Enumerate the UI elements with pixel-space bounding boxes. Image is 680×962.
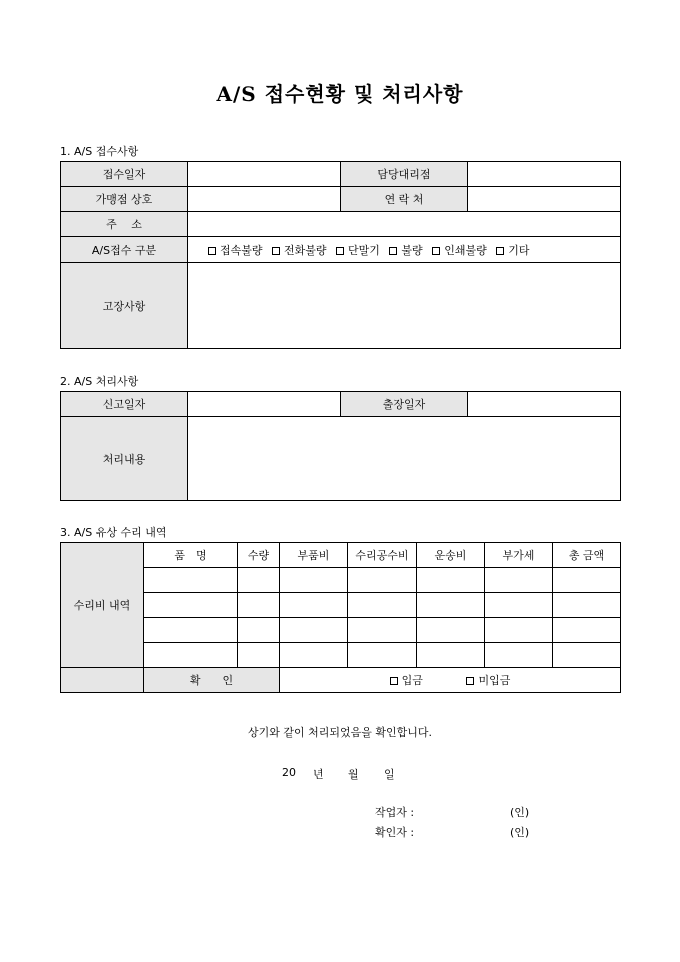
store-name-field[interactable] — [188, 187, 341, 212]
cell[interactable] — [238, 568, 280, 593]
checkbox-icon[interactable] — [432, 247, 440, 255]
section3-table — [60, 542, 621, 693]
visit-date-label: 출장일자 — [341, 392, 468, 417]
col-total: 총 금액 — [553, 543, 621, 568]
confirmer-label: 확인자 : — [375, 826, 415, 839]
col-quantity: 수량 — [238, 543, 280, 568]
cell[interactable] — [553, 593, 621, 618]
table-row — [61, 618, 621, 643]
address-field[interactable] — [188, 212, 621, 237]
worker-seal: (인) — [510, 806, 530, 819]
section3-heading: 3. A/S 유상 수리 내역 — [60, 526, 167, 539]
checkbox-icon[interactable] — [272, 247, 280, 255]
report-date-field[interactable] — [188, 392, 341, 417]
checkbox-icon[interactable] — [208, 247, 216, 255]
cell[interactable] — [553, 618, 621, 643]
report-date-label: 신고일자 — [61, 392, 188, 417]
confirm-label: 확 인 — [144, 668, 280, 693]
cell[interactable] — [485, 643, 553, 668]
table-row — [61, 643, 621, 668]
receipt-date-label: 접수일자 — [61, 162, 188, 187]
category-options — [188, 237, 621, 263]
cell[interactable] — [417, 643, 485, 668]
option-print[interactable]: 인쇄불량 — [432, 244, 487, 257]
section1-heading: 1. A/S 접수사항 — [60, 145, 139, 158]
option-phone[interactable]: 전화불량 — [272, 244, 327, 257]
date-year-prefix: 20 — [282, 766, 296, 779]
contact-label: 연 락 처 — [341, 187, 468, 212]
cell[interactable] — [553, 643, 621, 668]
col-shipping: 운송비 — [417, 543, 485, 568]
cell[interactable] — [348, 643, 417, 668]
cell[interactable] — [348, 618, 417, 643]
cell[interactable] — [238, 643, 280, 668]
fault-field[interactable] — [188, 263, 621, 349]
contact-field[interactable] — [468, 187, 621, 212]
payment-options — [280, 668, 621, 693]
cell[interactable] — [280, 643, 348, 668]
cell[interactable] — [417, 618, 485, 643]
table-row — [61, 568, 621, 593]
cell[interactable] — [485, 593, 553, 618]
col-vat: 부가세 — [485, 543, 553, 568]
document-title: A/S 접수현황 및 처리사항 — [216, 82, 464, 106]
date-year-label: 년 — [313, 768, 324, 781]
option-paid[interactable]: 입금 — [390, 674, 423, 687]
store-name-label: 가맹점 상호 — [61, 187, 188, 212]
option-unpaid[interactable]: 미입금 — [466, 674, 510, 687]
option-connection[interactable]: 접속불량 — [208, 244, 263, 257]
cell[interactable] — [238, 618, 280, 643]
content-label: 처리내용 — [61, 417, 188, 501]
col-parts-cost: 부품비 — [280, 543, 348, 568]
section2-heading: 2. A/S 처리사항 — [60, 375, 139, 388]
category-label: A/S접수 구분 — [61, 237, 188, 263]
cell[interactable] — [280, 618, 348, 643]
section1-table — [60, 161, 621, 349]
agency-field[interactable] — [468, 162, 621, 187]
cell[interactable] — [280, 593, 348, 618]
date-day-label: 일 — [384, 768, 395, 781]
cell[interactable] — [238, 593, 280, 618]
cell[interactable] — [417, 593, 485, 618]
cell[interactable] — [417, 568, 485, 593]
section2-table — [60, 391, 621, 501]
table-row — [61, 593, 621, 618]
agency-label: 담당대리점 — [341, 162, 468, 187]
cell[interactable] — [280, 568, 348, 593]
col-item-name: 품 명 — [144, 543, 238, 568]
cell[interactable] — [144, 593, 238, 618]
option-other[interactable]: 기타 — [496, 244, 529, 257]
checkbox-icon[interactable] — [336, 247, 344, 255]
option-defect[interactable]: 불량 — [389, 244, 422, 257]
cell[interactable] — [348, 568, 417, 593]
confirmation-statement: 상기와 같이 처리되었음을 확인합니다. — [247, 726, 432, 739]
option-terminal[interactable]: 단말기 — [336, 244, 380, 257]
cell[interactable] — [485, 618, 553, 643]
col-labor-cost: 수리공수비 — [348, 543, 417, 568]
cell[interactable] — [144, 618, 238, 643]
checkbox-icon[interactable] — [390, 677, 398, 685]
cell[interactable] — [144, 643, 238, 668]
visit-date-field[interactable] — [468, 392, 621, 417]
checkbox-icon[interactable] — [389, 247, 397, 255]
blank-cell — [61, 668, 144, 693]
repair-cost-label: 수리비 내역 — [61, 543, 144, 668]
receipt-date-field[interactable] — [188, 162, 341, 187]
cell[interactable] — [348, 593, 417, 618]
fault-label: 고장사항 — [61, 263, 188, 349]
cell[interactable] — [553, 568, 621, 593]
confirmer-seal: (인) — [510, 826, 530, 839]
content-field[interactable] — [188, 417, 621, 501]
address-label: 주 소 — [61, 212, 188, 237]
cell[interactable] — [144, 568, 238, 593]
checkbox-icon[interactable] — [496, 247, 504, 255]
cell[interactable] — [485, 568, 553, 593]
checkbox-icon[interactable] — [466, 677, 474, 685]
worker-label: 작업자 : — [375, 806, 415, 819]
date-month-label: 월 — [348, 768, 359, 781]
